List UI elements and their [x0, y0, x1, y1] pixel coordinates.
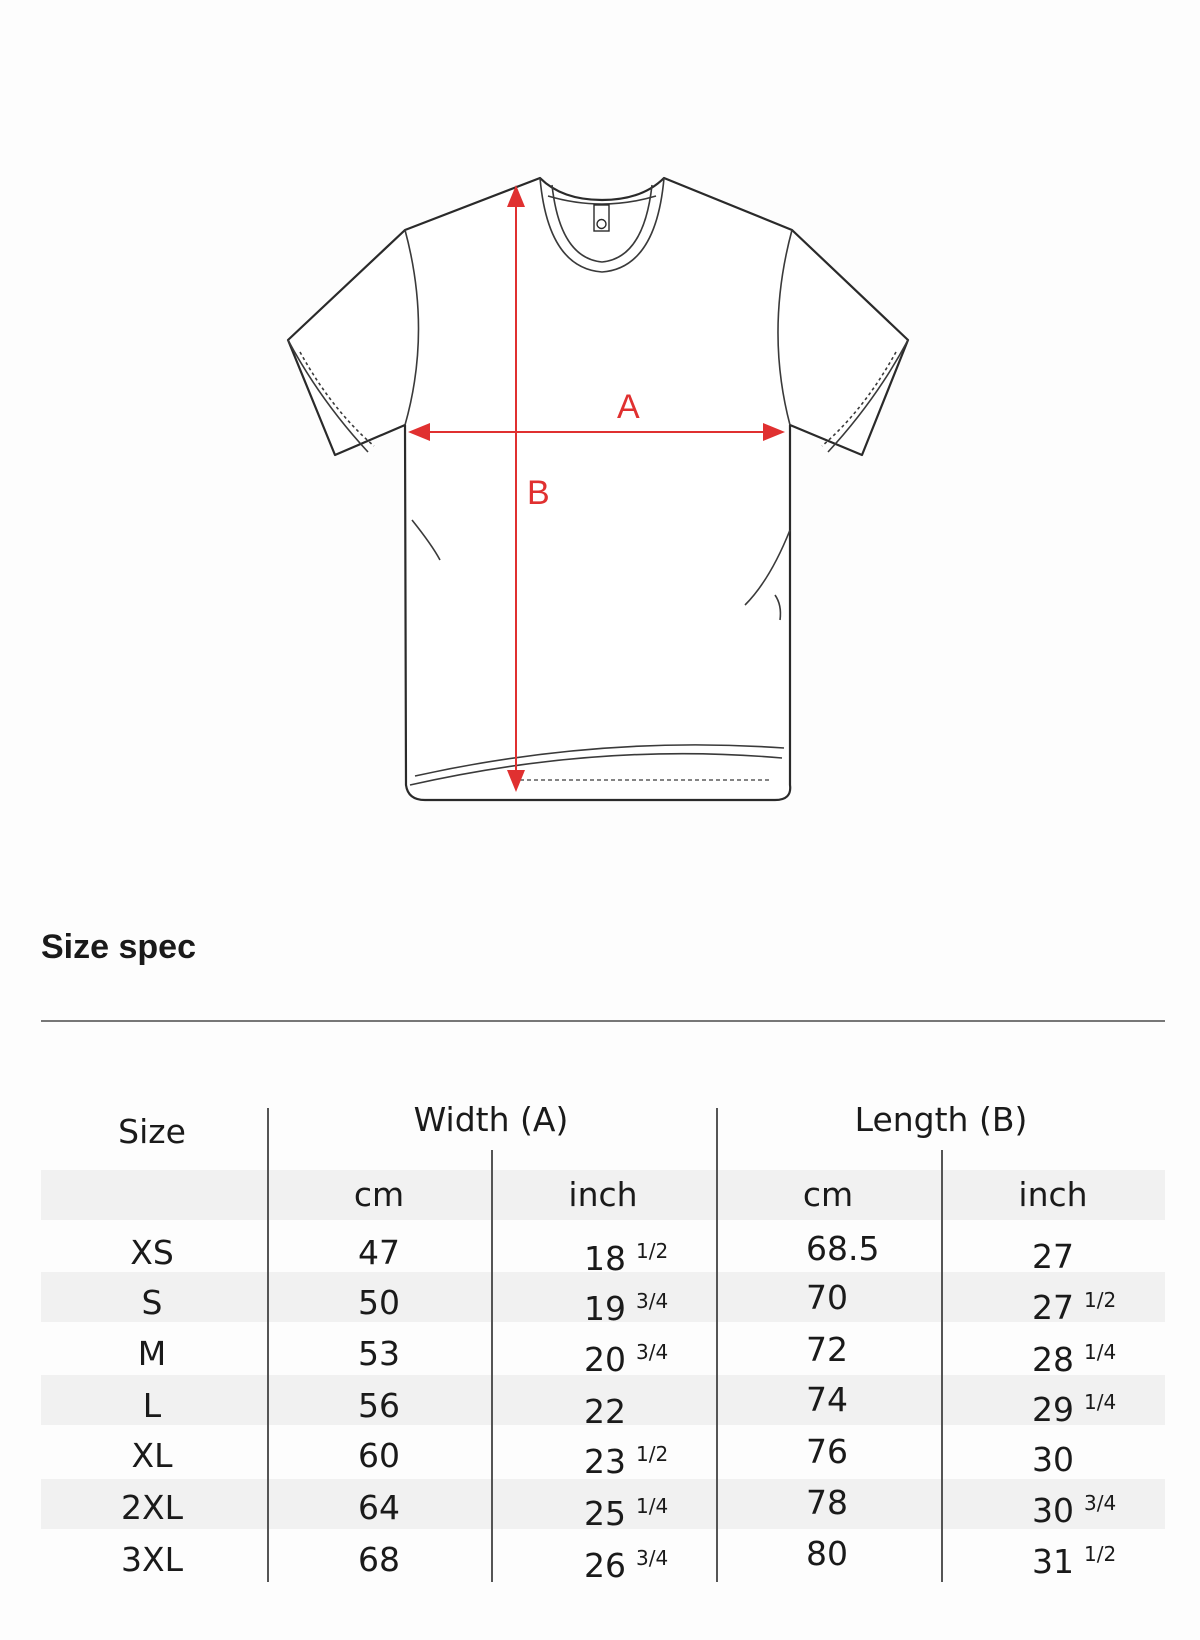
width-cm-cell: 68 — [358, 1540, 400, 1579]
width-inch-cell: 18 $^{1/2}$ — [584, 1239, 669, 1278]
width-inch-cell: 20 $^{3/4}$ — [584, 1340, 669, 1379]
column-divider — [267, 1108, 269, 1582]
size-column-header: Size — [118, 1112, 186, 1151]
length-inch-cell: 30 — [1032, 1440, 1074, 1479]
size-cell: XL — [131, 1436, 173, 1475]
width-inch-cell: 25 $^{1/4}$ — [584, 1494, 669, 1533]
width-inch-cell: 19 $^{3/4}$ — [584, 1289, 669, 1328]
size-cell: L — [142, 1386, 162, 1425]
column-divider — [941, 1150, 943, 1582]
length-cm-cell: 70 — [806, 1278, 848, 1317]
length-cm-cell: 80 — [806, 1534, 848, 1573]
length-cm-cell: 76 — [806, 1432, 848, 1471]
section-divider — [41, 1020, 1165, 1022]
length-cm-cell: 74 — [806, 1380, 848, 1419]
length-inch-cell: 30 $^{3/4}$ — [1032, 1491, 1117, 1530]
size-cell: M — [137, 1334, 167, 1373]
width-inch-cell: 23 $^{1/2}$ — [584, 1442, 669, 1481]
length-cm-cell: 68.5 — [806, 1229, 880, 1268]
length-inch-cell: 27 $^{1/2}$ — [1032, 1288, 1117, 1327]
neck-label — [594, 205, 609, 231]
width-inch-cell: 26 $^{3/4}$ — [584, 1546, 669, 1585]
length-inch-cell: 31 $^{1/2}$ — [1032, 1542, 1117, 1581]
column-divider — [491, 1150, 493, 1582]
width-cm-cell: 47 — [358, 1233, 400, 1272]
length-inch-cell: 29 $^{1/4}$ — [1032, 1390, 1117, 1429]
length-inch-cell: 27 — [1032, 1237, 1074, 1276]
width-cm-cell: 60 — [358, 1436, 400, 1475]
column-divider — [716, 1108, 718, 1582]
size-cell: 3XL — [121, 1540, 183, 1579]
size-cell: 2XL — [121, 1488, 183, 1527]
width-cm-cell: 50 — [358, 1283, 400, 1322]
width-cm-cell: 56 — [358, 1386, 400, 1425]
width-inch-header: inch — [568, 1175, 638, 1214]
width-cm-cell: 53 — [358, 1334, 400, 1373]
size-cell: XS — [130, 1233, 174, 1272]
length-cm-cell: 78 — [806, 1483, 848, 1522]
size-cell: S — [141, 1283, 163, 1322]
section-title: Size spec — [41, 928, 196, 966]
length-inch-header: inch — [1018, 1175, 1088, 1214]
width-cm-header: cm — [353, 1175, 405, 1214]
width-group-header: Width (A) — [413, 1100, 569, 1139]
label-b: B — [527, 474, 550, 512]
width-inch-cell: 22 — [584, 1392, 626, 1431]
width-cm-cell: 64 — [358, 1488, 400, 1527]
length-cm-header: cm — [802, 1175, 854, 1214]
length-group-header: Length (B) — [854, 1100, 1028, 1139]
label-a: A — [617, 388, 640, 426]
length-inch-cell: 28 $^{1/4}$ — [1032, 1340, 1117, 1379]
length-cm-cell: 72 — [806, 1330, 848, 1369]
